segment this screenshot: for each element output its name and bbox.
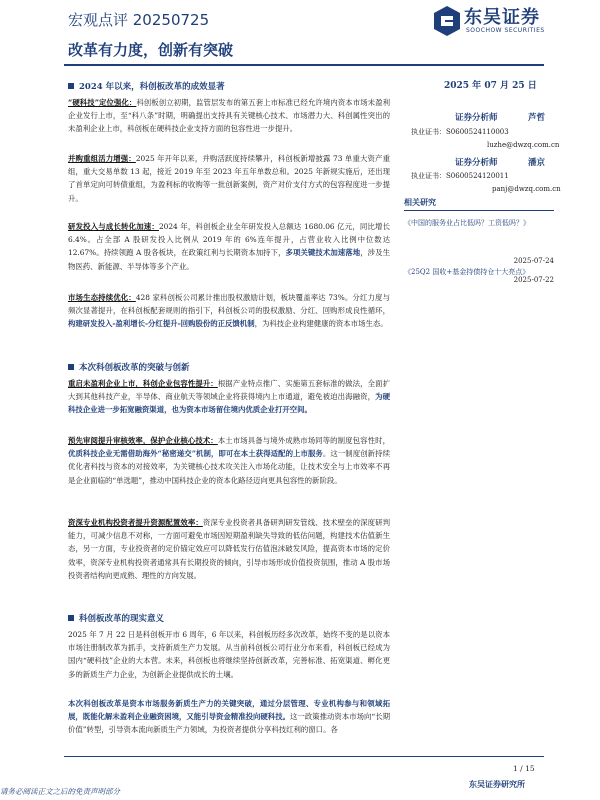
page-number: 1 / 15 <box>513 764 535 773</box>
paragraph-2-lead: 并购重组活力增强： <box>68 154 136 163</box>
section-heading-1-text: 2024 年以来，科创板改革的成效显著 <box>79 82 225 92</box>
paragraph-4-lead: 市场生态持续优化： <box>68 293 136 302</box>
section-bullet-icon <box>68 83 74 89</box>
section-heading-1 <box>68 80 225 92</box>
paragraph-9-highlight: 本次科创板改革是资本市场服务新质生产力的关键突破，通过分层管理、专业机构参与和领域拓展，既能化解未盈利企业融资困境，又能引导资金精准投向硬科技。 <box>68 699 390 722</box>
company-logo-name: 东吴证券 <box>464 7 540 28</box>
paragraph-2-body: 2025 年开年以来，并购活跃度持续攀升，科创板新增披露 73 单重大资产重组，重大交易单数 13 起，接近 2019 年至 2023 年五年单数总和。2025 年新规实施后，还出现了首单定向可转债重组，为盈利标的收购等一批创新案例，资产对价支付方式的包容程度进一步提升。 <box>68 154 390 203</box>
analyst-2-email: panj@dwzq.com.cn <box>492 185 561 193</box>
related-item-1-title[interactable]: 《中国的服务业占比低吗？工资低吗？》 <box>404 219 530 227</box>
section-heading-3-text: 科创板改革的现实意义 <box>79 614 165 624</box>
paragraph-7-lead: 资深专业机构投资者提升资源配置效率： <box>68 518 203 527</box>
analyst-2-name: 潘京 <box>528 158 546 168</box>
paragraph-4-body-a: 428 家科创板公司累计推出股权激励计划，板块覆盖率达 73%。分红力度与频次显著提升，在科创板配套规则的指引下，科创板公司的股权激励、分红、回购形成良性循环， <box>68 293 390 316</box>
related-item-1-date: 2025-07-24 <box>513 257 554 265</box>
paragraph-5 <box>68 377 390 417</box>
paragraph-9-body: 这一政策推动资本市场向“长期价值”转型，引导资本流向新质生产力领域，为投资者提供分享科技红利的窗口。各 <box>68 712 390 735</box>
paragraph-1 <box>68 96 390 136</box>
section-heading-2-text: 本次科创板改革的突破与创新 <box>79 363 190 373</box>
paragraph-4 <box>68 291 390 331</box>
footer-brand: 东吴证券研究所 <box>469 779 525 789</box>
section-bullet-icon <box>68 364 74 370</box>
paragraph-3-lead: 研发投入与成长转化加速： <box>68 222 159 231</box>
paragraph-4-body-b: ，为科技企业构建健康的资本市场生态。 <box>254 319 388 329</box>
document-title: 改革有力度，创新有突破 <box>68 41 234 59</box>
footer-divider <box>64 756 544 757</box>
paragraph-6-highlight: 优质科技企业无需借助海外“秘密递交”机制，即可在本土获得适配的上市服务 <box>68 449 323 459</box>
paragraph-6 <box>68 434 390 487</box>
report-date: 2025 年 07 月 25 日 <box>444 81 537 91</box>
analyst-1-name: 芦哲 <box>528 113 546 123</box>
paragraph-3-body-a: 2024 年，科创板企业全年研发投入总额达 1680.06 亿元，同比增长 6.4%。占全部 A 股研发投入比例从 2019 年的 6%连年提升，占营业收入比例中位数达 12.67%。持续领跑 A 股各板块，在政策红利与长期资本加持下， <box>68 222 390 258</box>
paragraph-3-body-b: ，涉及生物医药、新能源、半导体等多个产业。 <box>68 248 390 271</box>
analyst-2-cert: 执业证书：S0600524120011 <box>411 172 509 180</box>
document-type: 宏观点评 20250725 <box>68 11 210 29</box>
section-heading-3 <box>68 612 164 624</box>
paragraph-2 <box>68 152 390 205</box>
paragraph-5-lead: 重启未盈利企业上市，科创企业包容性提升： <box>68 379 218 388</box>
paragraph-6-body-a: 本土市场具备与境外成熟市场同等的制度包容性时， <box>217 436 390 445</box>
company-logo-icon <box>432 4 462 38</box>
paragraph-7-body: 资深专业投资者具备研判研发管线、技术壁垒的深度研判能力，可减少信息不对称，一方面可避免市场因短期盈利缺失导致的低估问题，构建技术估值新生态，另一方面，专业投资者的定价锚定效应可以降低发行估值泡沫破发风险，提高资本市场的定价效率，资深专业机构投资者通常具有长期投资的倾向，引导市场形成价值投资氛围，推动 A 股市场投资者结构向更成熟、理性的方向发展。 <box>68 518 390 580</box>
paragraph-1-lead: “硬科技”定位强化： <box>68 98 137 107</box>
paragraph-3-highlight: 多项关键技术加速落地 <box>285 248 361 258</box>
paragraph-8-body: 2025 年 7 月 22 日是科创板开市 6 周年，6 年以来，科创板历经多次改革，始终不变的是以资本市场注册制改革为抓手，支持新质生产力发展。从当前科创板公司行业分布来看，科创板已经成为国内“硬科技”企业的大本营。未来，科创板也将继续坚持创新改革，完善标准、拓宽渠道、孵化更多的新质生产力企业，为创新企业提供成长的土壤。 <box>68 630 390 679</box>
disclaimer-note: 请务必阅读正文之后的免责声明部分 <box>0 787 120 796</box>
paragraph-5-highlight: 为硬科技企业进一步拓宽融资渠道，也为资本市场留住境内优质企业打开空间。 <box>68 392 390 415</box>
section-bullet-icon <box>68 615 74 621</box>
paragraph-9 <box>68 697 390 737</box>
paragraph-3 <box>68 220 390 273</box>
paragraph-6-body-b: 。这一制度创新持续优化者科技与资本的对接效率，为关键核心技术攻关注入市场化动能，让技术安全与上市效率不再是企业面临的“单选题”，推动中国科技企业的资本化路径迈向更具包容性的新阶段。 <box>68 449 390 485</box>
related-research-divider <box>404 210 554 211</box>
analyst-1-cert: 执业证书：S0600524110003 <box>411 128 509 136</box>
company-logo-subtitle: SOOCHOW SECURITIES <box>466 27 545 34</box>
paragraph-5-body-a: 根据产业特点推广、实施第五套标准的做法，全面扩大到其他科技产业，半导体、商业航天等领域企业将获得境内上市通道，避免被迫出海融资， <box>68 379 390 402</box>
analyst-2-role: 证券分析师 <box>455 158 498 168</box>
related-item-2-title[interactable]: 《25Q2 国收+基金持债持仓十大亮点》 <box>404 268 530 276</box>
paragraph-7 <box>68 516 390 582</box>
paragraph-6-lead: 预先审阅提升审核效率，保护企业核心技术： <box>68 436 218 445</box>
header-divider <box>64 64 544 66</box>
paragraph-1-body: 科创板创立初期，监管层发布的第五套上市标准已经允许境内资本市场未盈利企业发行上市，至“科八条”时期，明确提出支持具有关键核心技术、市场潜力大、科创属性突出的未盈利企业上市，科创板在硬科技企业支持方面的包容性进一步提升。 <box>68 98 390 134</box>
analyst-1-role: 证券分析师 <box>455 113 498 123</box>
section-heading-2 <box>68 361 190 373</box>
paragraph-8 <box>68 628 390 681</box>
related-research-heading: 相关研究 <box>404 197 436 207</box>
paragraph-4-highlight: 构建研发投入-盈利增长-分红提升-回购股份的正反馈机制 <box>68 319 255 329</box>
related-item-2-date: 2025-07-22 <box>513 276 554 284</box>
analyst-1-email: luzhe@dwzq.com.cn <box>487 141 560 149</box>
